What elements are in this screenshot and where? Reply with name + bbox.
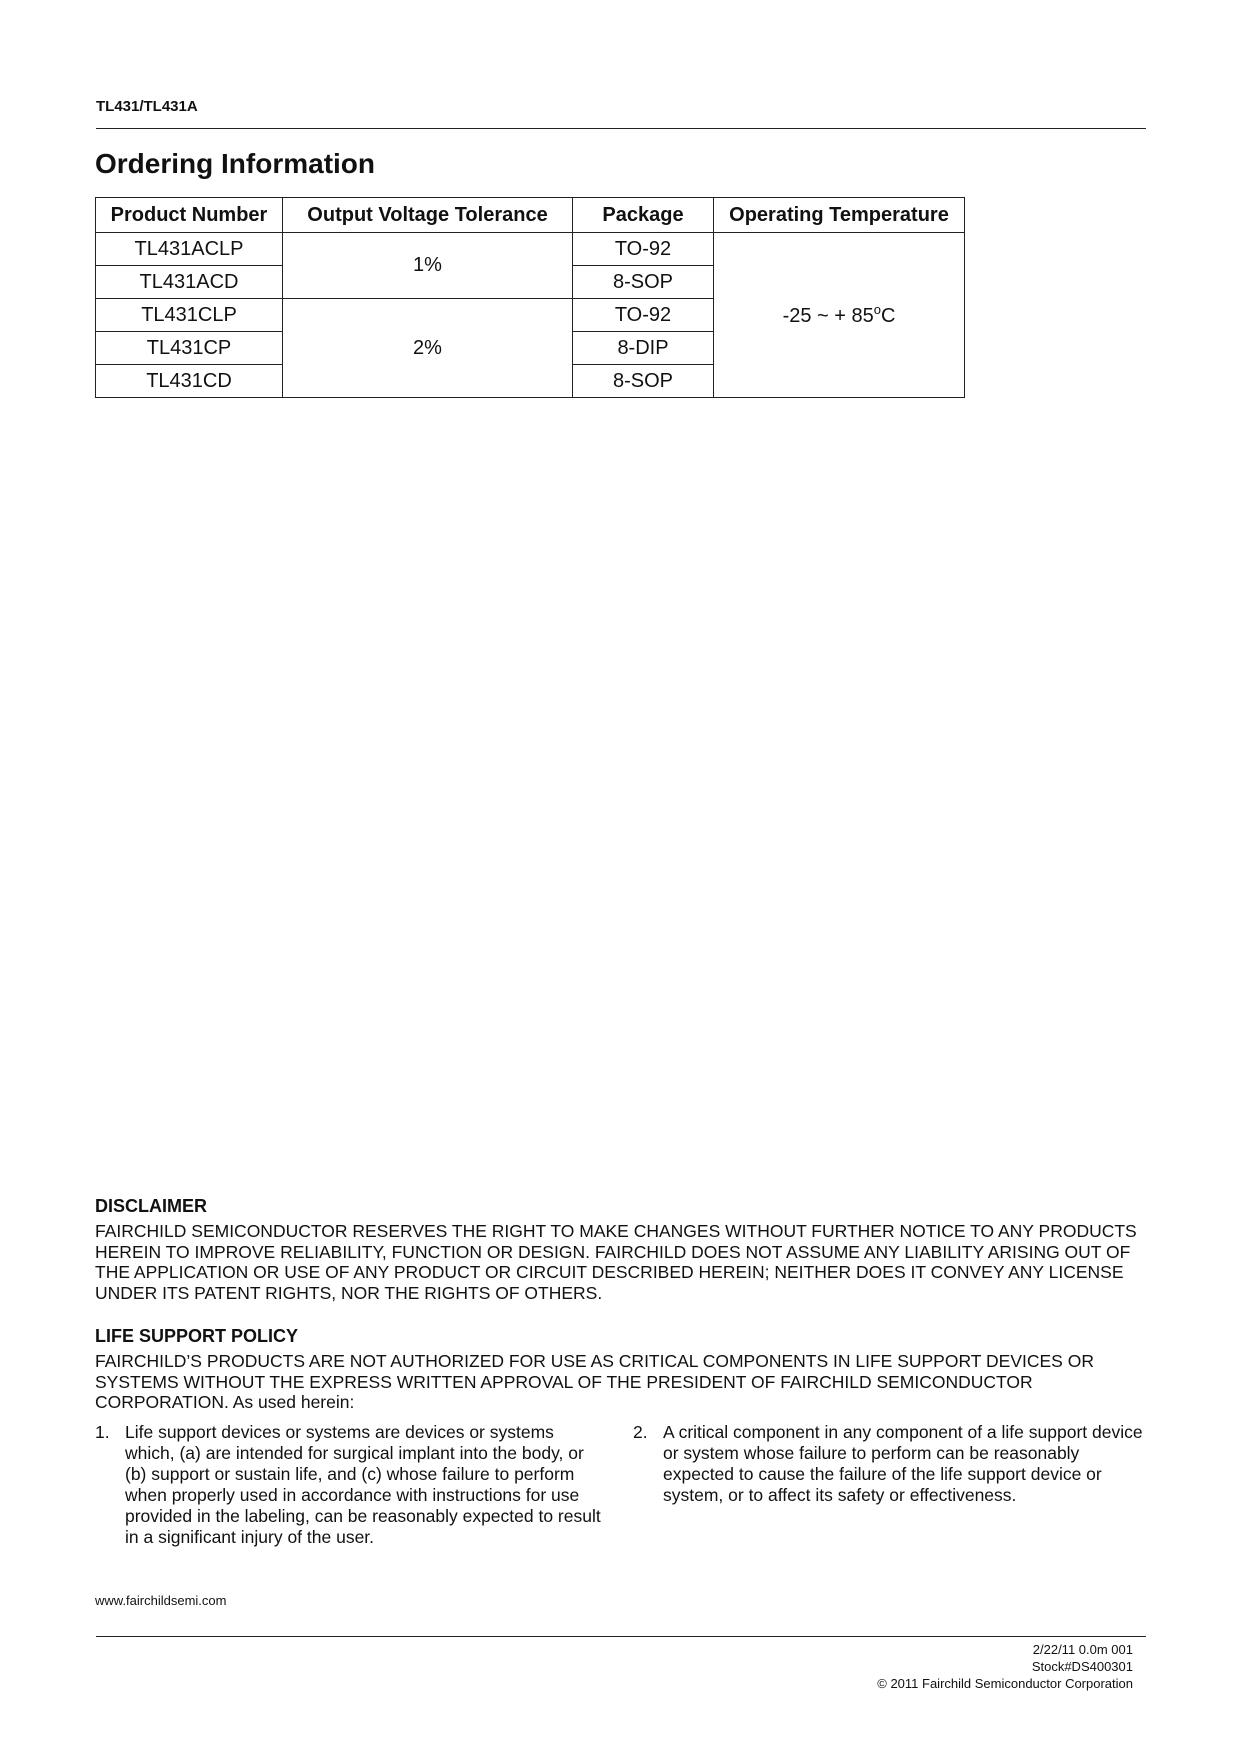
temperature-range: -25 ~ + 85 xyxy=(782,305,874,327)
temperature-cell xyxy=(714,233,965,398)
tolerance-cell: 2% xyxy=(283,299,573,398)
footer-divider xyxy=(96,1636,1146,1637)
life-support-text: FAIRCHILD’S PRODUCTS ARE NOT AUTHORIZED FOR USE AS CRITICAL COMPONENTS IN LIFE SUPPORT DEVICES OR SYSTEMS WITHOUT THE EXPRESS WRITTEN APPROVAL OF THE PRESIDENT OF FAIRCHILD SEMICONDUCTOR CORPORATION. As used herein: xyxy=(95,1351,1094,1412)
product-number-cell: TL431CLP xyxy=(96,299,283,332)
list-item-text: A critical component in any component of a life support device or system whose failure to perform can be reasonably expected to cause the failure of the life support device or system, or to affect its safety or effectiveness. xyxy=(663,1422,1143,1505)
stock-number: Stock#DS400301 xyxy=(1031,1659,1133,1674)
package-cell: 8-DIP xyxy=(573,332,714,365)
temperature-unit: C xyxy=(880,305,896,327)
package-cell: 8-SOP xyxy=(573,365,714,398)
header-divider xyxy=(96,128,1146,129)
product-number-cell: TL431ACLP xyxy=(96,233,283,266)
revision-date: 2/22/11 0.0m 001 xyxy=(1032,1642,1133,1657)
life-support-title: LIFE SUPPORT POLICY xyxy=(95,1326,299,1346)
list-item xyxy=(633,1422,1145,1506)
copyright: © 2011 Fairchild Semiconductor Corporation xyxy=(877,1676,1133,1691)
section-title: Ordering Information xyxy=(95,148,375,179)
product-number-cell: TL431CD xyxy=(96,365,283,398)
table-row xyxy=(96,233,965,266)
list-item-text: Life support devices or systems are devices or systems which, (a) are intended for surgical implant into the body, or (b) support or sustain life, and (c) whose failure to perform when properly used in accordance with instructions for use provided in the labeling, can be reasonably expected to result in a significant injury of the user. xyxy=(125,1422,601,1547)
product-number-cell: TL431CP xyxy=(96,332,283,365)
product-number-cell: TL431ACD xyxy=(96,266,283,299)
tolerance-cell: 1% xyxy=(283,233,573,299)
table-header-row xyxy=(96,198,965,233)
list-item-number: 1. xyxy=(95,1422,110,1442)
disclaimer-title: DISCLAIMER xyxy=(95,1196,207,1216)
website-link[interactable]: www.fairchildsemi.com xyxy=(95,1593,227,1608)
footer-info xyxy=(877,1641,1133,1692)
package-cell: 8-SOP xyxy=(573,266,714,299)
column-header-package: Package xyxy=(573,198,714,233)
column-header-temperature: Operating Temperature xyxy=(714,198,965,233)
list-item xyxy=(95,1422,605,1548)
column-header-product-number: Product Number xyxy=(96,198,283,233)
degree-symbol: o xyxy=(873,302,881,317)
document-header-title: TL431/TL431A xyxy=(96,98,198,115)
package-cell: TO-92 xyxy=(573,299,714,332)
disclaimer-text: FAIRCHILD SEMICONDUCTOR RESERVES THE RIGHT TO MAKE CHANGES WITHOUT FURTHER NOTICE TO ANY PRODUCTS HEREIN TO IMPROVE RELIABILITY, FUNCTION OR DESIGN. FAIRCHILD DOES NOT ASSUME ANY LIABILITY ARISING OUT OF THE APPLICATION OR USE OF ANY PRODUCT OR CIRCUIT DESCRIBED HEREIN; NEITHER DOES IT CONVEY ANY LICENSE UNDER ITS PATENT RIGHTS, NOR THE RIGHTS OF OTHERS. xyxy=(95,1221,1137,1303)
package-cell: TO-92 xyxy=(573,233,714,266)
column-header-tolerance: Output Voltage Tolerance xyxy=(283,198,573,233)
ordering-table xyxy=(95,197,965,398)
list-item-number: 2. xyxy=(633,1422,648,1442)
